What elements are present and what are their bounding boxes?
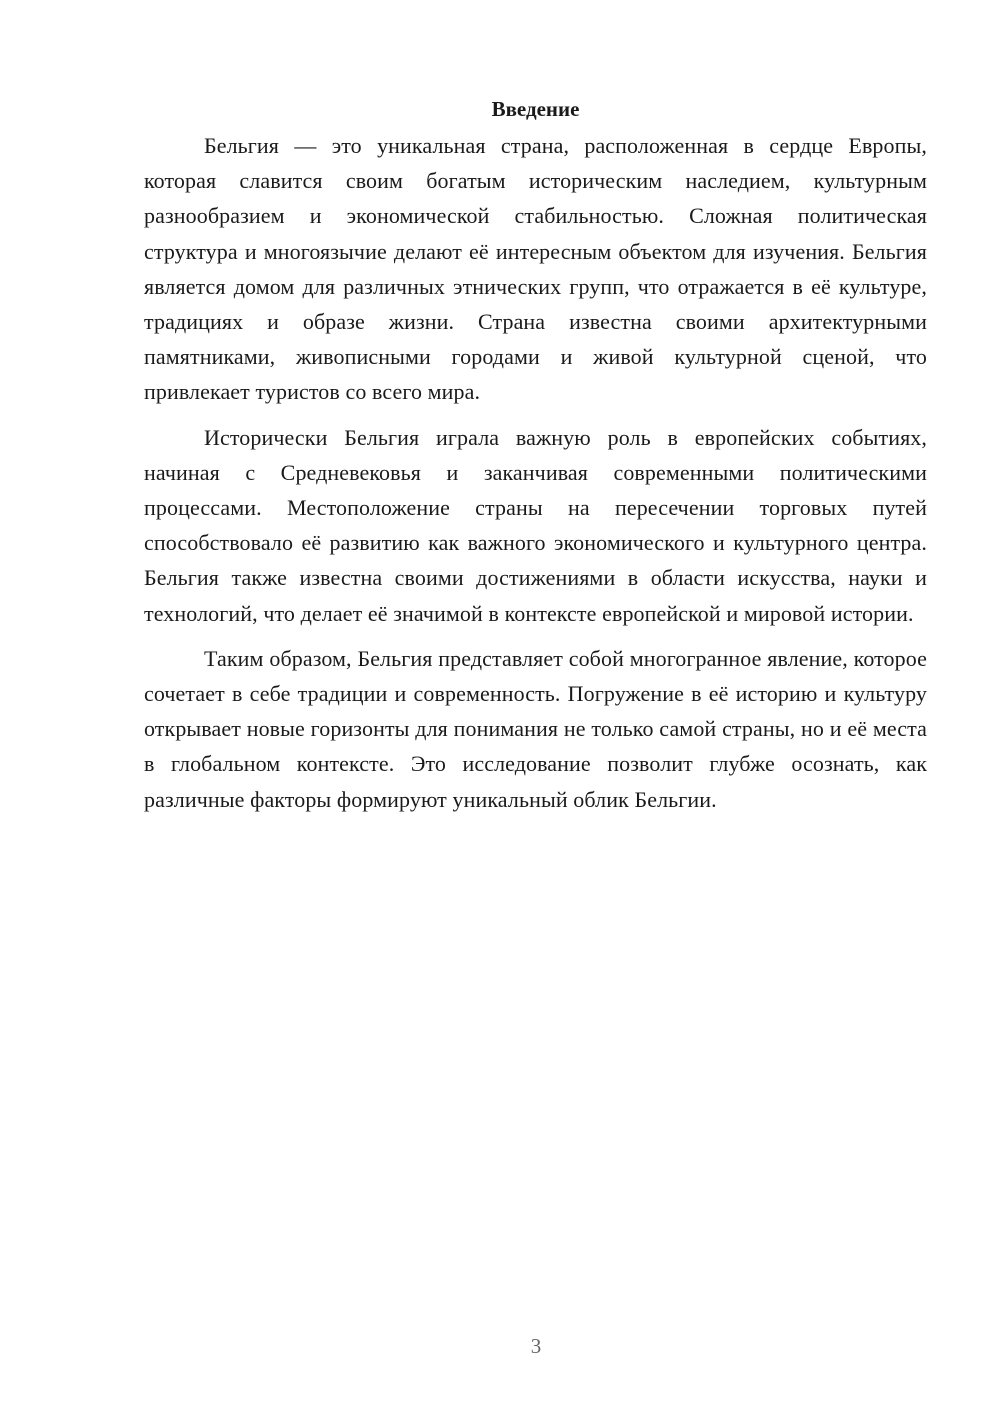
section-title: Введение	[491, 97, 580, 121]
page-content	[144, 92, 927, 827]
page-number: 3	[530, 1334, 542, 1358]
paragraph-conclusion: Таким образом, Бельгия представляет собой многогранное явление, которое сочетает в себе традиции и современность. Погружение в её историю и культуру открывает новые горизонты для понимания не только самой страны, но и её места в глобальном контексте. Это исследование позволит глубже осознать, как различные факторы формируют уникальный облик Бельгии.	[144, 645, 927, 812]
paragraph-intro: Бельгия — это уникальная страна, расположенная в сердце Европы, которая славится своим богатым историческим наследием, культурным разнообразием и экономической стабильностью. Сложная политическая структура и многоязычие делают её интересным объектом для изучения. Бельгия является домом для различных этнических групп, что отражается в её культуре, традициях и образе жизни. Страна известна своими архитектурными памятниками, живописными городами и живой культурной сценой, что привлекает туристов со всего мира.	[144, 133, 927, 405]
paragraph-history: Исторически Бельгия играла важную роль в европейских событиях, начиная с Средневековья и заканчивая современными политическими процессами. Местоположение страны на пересечении торговых путей способствовало её развитию как важного экономического и культурного центра. Бельгия также известна своими достижениями в области искусства, науки и технологий, что делает её значимой в контексте европейской и мировой истории.	[144, 424, 927, 626]
